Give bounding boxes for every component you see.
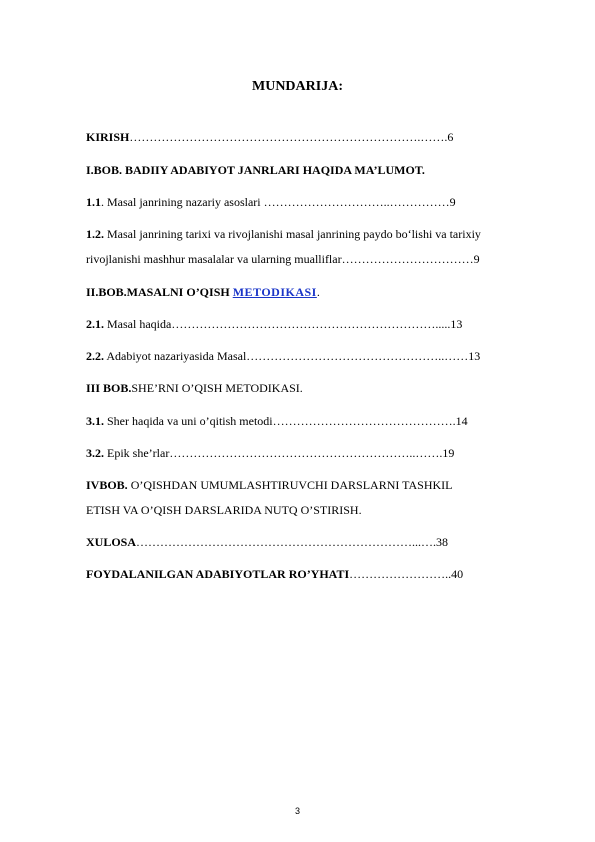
toc-label: FOYDALANILGAN ADABIYOTLAR RO’YHATI bbox=[86, 567, 350, 581]
toc-text: O’QISHDAN UMUMLASHTIRUVCHI DARSLARNI TASHKIL bbox=[127, 478, 453, 492]
toc-chapter-3[interactable] bbox=[86, 381, 303, 395]
toc-chapter-4-cont[interactable] bbox=[86, 503, 362, 517]
toc-text: ETISH VA O’QISH DARSLARIDA NUTQ O’STIRISH. bbox=[86, 503, 362, 517]
toc-chapter-4[interactable] bbox=[86, 478, 453, 492]
toc-text: Masal haqida bbox=[104, 317, 172, 331]
toc-label: KIRISH bbox=[86, 130, 130, 144]
toc-num: 3.2. bbox=[86, 446, 104, 460]
toc-text: Epik she’rlar bbox=[104, 446, 170, 460]
page-number: 3 bbox=[294, 806, 300, 816]
toc-entry-1-2[interactable] bbox=[86, 227, 481, 241]
toc-entry-1-1[interactable] bbox=[86, 195, 456, 209]
toc-num: 2.1. bbox=[86, 317, 104, 331]
toc-label: II.BOB.MASALNI O’QISH bbox=[86, 285, 233, 299]
toc-num: 3.1. bbox=[86, 414, 104, 428]
toc-label: III BOB. bbox=[86, 381, 132, 395]
toc-label: IVBOB. bbox=[86, 478, 128, 492]
toc-text: . Masal janrining nazariy asoslari bbox=[101, 195, 264, 209]
page-title: MUNDARIJA: bbox=[252, 79, 343, 94]
toc-dots: ……………………..40 bbox=[349, 567, 464, 581]
toc-text: rivojlanishi mashhur masalalar va ularning mualliflar bbox=[86, 252, 342, 266]
toc-num: 1.2. bbox=[86, 227, 104, 241]
toc-num: 2.2. bbox=[86, 349, 104, 363]
metodikasi-link[interactable]: METODIKASI bbox=[232, 285, 317, 299]
toc-entry-3-1[interactable] bbox=[86, 414, 468, 428]
toc-chapter-1[interactable] bbox=[86, 163, 425, 177]
toc-dots: …………………………..……………9 bbox=[263, 195, 456, 209]
toc-entry-3-2[interactable] bbox=[86, 446, 454, 460]
toc-dots: …………………………………………..……13 bbox=[246, 349, 481, 363]
toc-text: Masal janrining tarixi va rivojlanishi masal janrining paydo bo‘lishi va tarixiy bbox=[104, 227, 481, 241]
toc-entry-xulosa[interactable] bbox=[86, 535, 448, 549]
toc-dots: ……………………………………………………………….…….6 bbox=[129, 130, 454, 144]
toc-text: Adabiyot nazariyasida Masal bbox=[104, 349, 247, 363]
toc-dots: ……………………………………….14 bbox=[272, 414, 468, 428]
toc-dots: ………………………………………………………….....13 bbox=[171, 317, 463, 331]
toc-label: I.BOB. BADIIY ADABIYOT JANRLARI HAQIDA MA’LUMOT. bbox=[86, 163, 425, 177]
toc-chapter-2[interactable] bbox=[86, 285, 320, 299]
toc-dots: ……………………………………………………..…….19 bbox=[169, 446, 455, 460]
toc-dots: ……………………………………………………………...….38 bbox=[136, 535, 449, 549]
toc-text: Sher haqida va uni o’qitish metodi bbox=[104, 414, 273, 428]
toc-entry-kirish[interactable] bbox=[86, 130, 453, 144]
toc-entry-bibliography[interactable] bbox=[86, 567, 463, 581]
toc-entry-1-2-cont[interactable] bbox=[86, 252, 480, 266]
toc-label: XULOSA bbox=[86, 535, 137, 549]
toc-entry-2-2[interactable] bbox=[86, 349, 480, 363]
toc-entry-2-1[interactable] bbox=[86, 317, 462, 331]
toc-tail: . bbox=[316, 285, 320, 299]
toc-text: SHE’RNI O’QISH METODIKASI. bbox=[131, 381, 303, 395]
toc-dots: ……………………………9 bbox=[341, 252, 480, 266]
toc-num: 1.1 bbox=[86, 195, 101, 209]
